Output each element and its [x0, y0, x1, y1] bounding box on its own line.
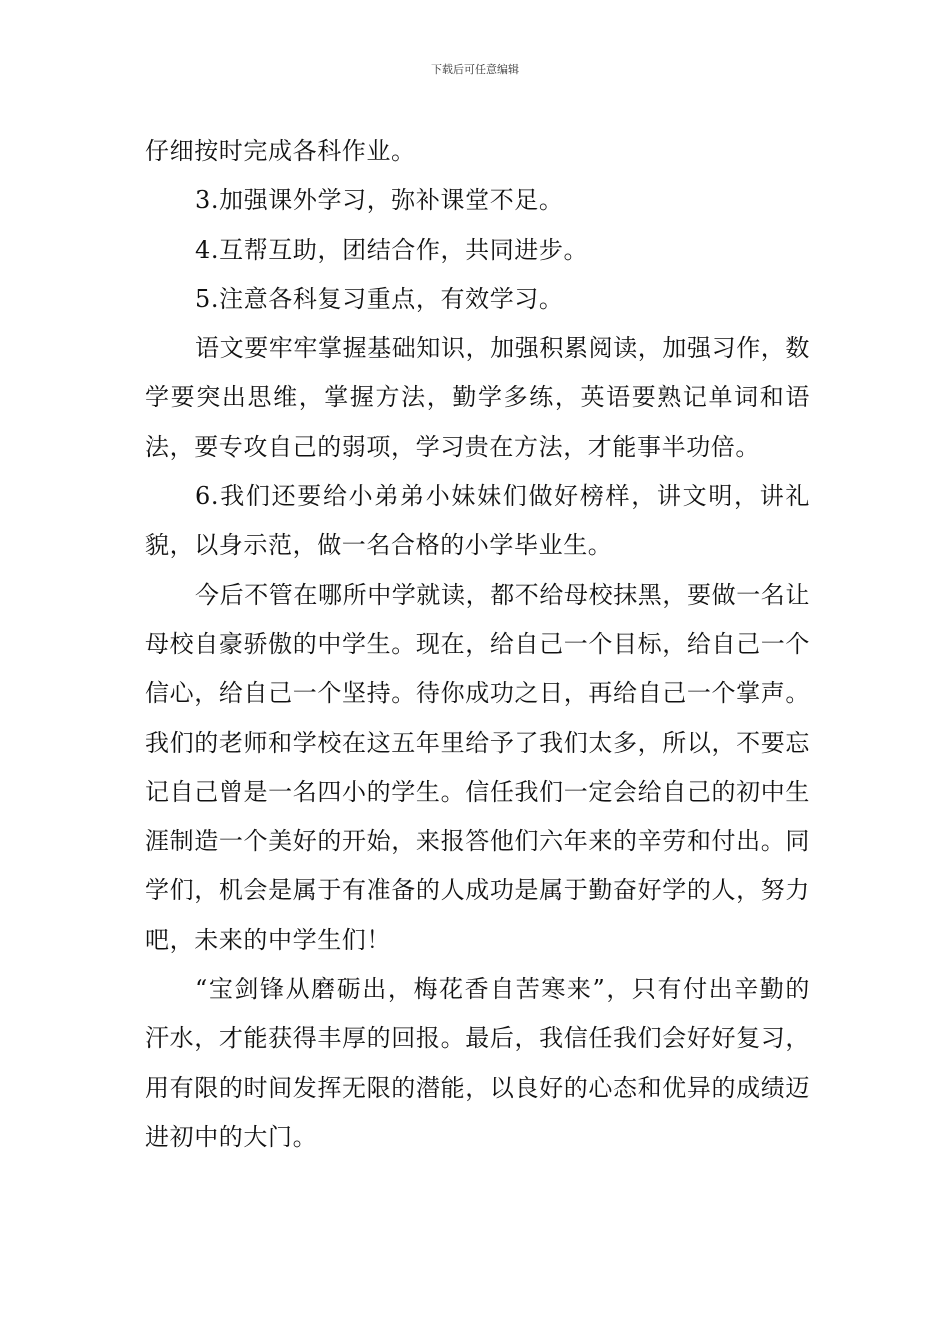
document-body [145, 127, 810, 1162]
paragraph-3: 4.互帮互助，团结合作，共同进步。 [195, 235, 589, 264]
paragraph-7: 今后不管在哪所中学就读，都不给母校抹黑，要做一名让母校自豪骄傲的中学生。现在，给自己一个目标，给自己一个信心，给自己一个坚持。待你成功之日，再给自己一个掌声。我们的老师和学校在这五年里给予了我们太多，所以，不要忘记自己曾是一名四小的学生。信任我们一定会给自己的初中生涯制造一个美好的开始，来报答他们六年来的辛劳和付出。同学们，机会是属于有准备的人成功是属于勤奋好学的人，努力吧，未来的中学生们！ [145, 580, 810, 954]
paragraph-2: 3.加强课外学习，弥补课堂不足。 [195, 186, 564, 215]
paragraph-8: “宝剑锋从磨砺出，梅花香自苦寒来”，只有付出辛勤的汗水，才能获得丰厚的回报。最后，我信任我们会好好复习，用有限的时间发挥无限的潜能，以良好的心态和优异的成绩迈进初中的大门。 [145, 975, 810, 1151]
paragraph-5: 语文要牢牢掌握基础知识，加强积累阅读，加强习作，数学要突出思维，掌握方法，勤学多练，英语要熟记单词和语法，要专攻自己的弱项，学习贵在方法，才能事半功倍。 [145, 334, 810, 461]
page-header-note: 下载后可任意编辑 [431, 63, 519, 76]
paragraph-4: 5.注意各科复习重点，有效学习。 [195, 284, 564, 313]
paragraph-6: 6.我们还要给小弟弟小妹妹们做好榜样，讲文明，讲礼貌，以身示范，做一名合格的小学毕业生。 [145, 482, 810, 560]
paragraph-1: 仔细按时完成各科作业。 [145, 137, 416, 165]
